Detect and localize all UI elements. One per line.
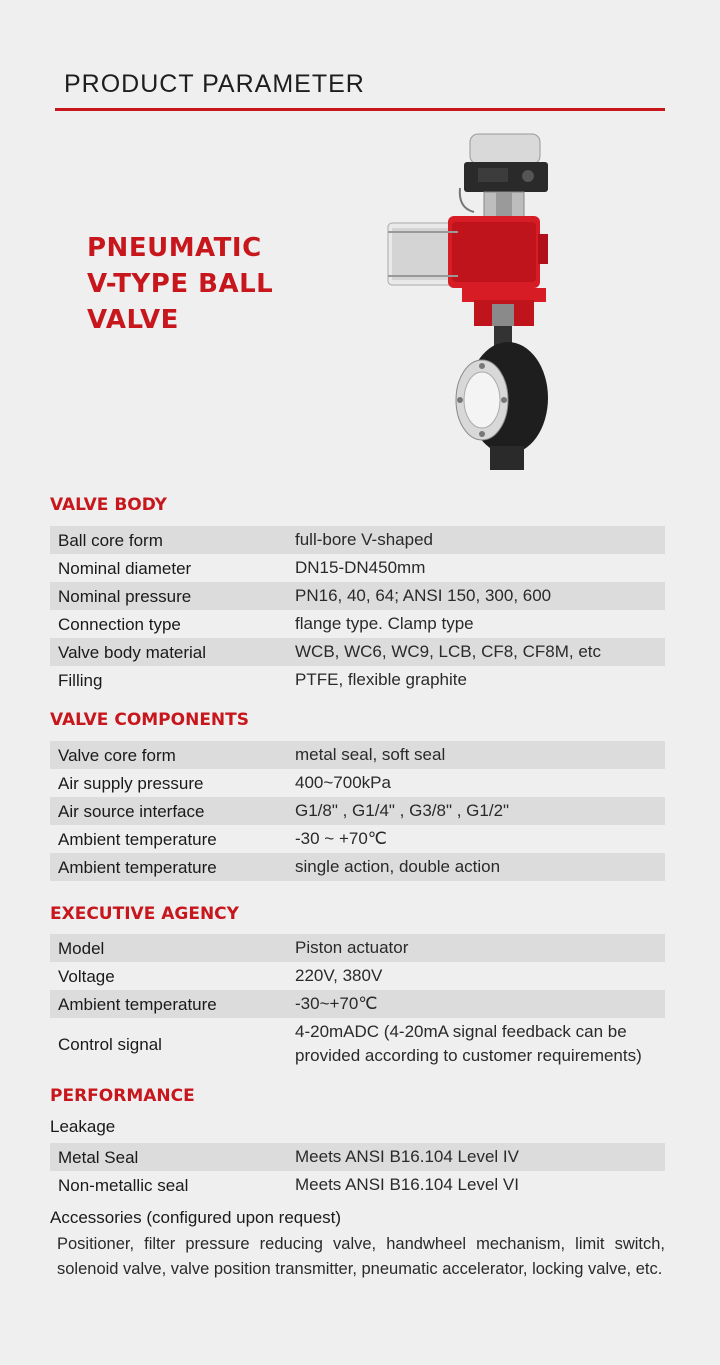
param-value: Meets ANSI B16.104 Level IV	[295, 1147, 519, 1166]
table-row	[50, 526, 665, 554]
section-heading-performance: PERFORMANCE	[50, 1086, 195, 1106]
table-row	[50, 610, 665, 638]
section-heading-executive-agency: EXECUTIVE AGENCY	[50, 904, 239, 924]
param-value: single action, double action	[295, 857, 501, 876]
leakage-label: Leakage	[50, 1117, 116, 1136]
param-value: Piston actuator	[295, 938, 409, 957]
param-value: 220V, 380V	[295, 966, 383, 985]
param-value: flange type. Clamp type	[295, 614, 474, 633]
product-title-line: VALVE	[87, 305, 179, 335]
table-row	[50, 934, 665, 962]
param-name: Nominal pressure	[58, 587, 192, 606]
param-value: PN16, 40, 64; ANSI 150, 300, 600	[295, 586, 552, 605]
param-name: Air supply pressure	[58, 774, 204, 793]
table-row	[50, 1143, 665, 1171]
accessories-label: Accessories (configured upon request)	[50, 1208, 342, 1227]
table-row	[50, 666, 665, 694]
page-title: PRODUCT PARAMETER	[64, 70, 365, 98]
table-row	[50, 769, 665, 797]
valve-body-table	[50, 526, 665, 694]
param-value: Meets ANSI B16.104 Level VI	[295, 1175, 519, 1194]
param-name: Valve body material	[58, 643, 207, 662]
param-name: Control signal	[58, 1035, 162, 1054]
table-row	[50, 990, 665, 1018]
table-row	[50, 638, 665, 666]
param-name: Ambient temperature	[58, 995, 217, 1014]
product-title	[87, 230, 273, 338]
param-name: Metal Seal	[58, 1148, 139, 1167]
param-value: G1/8" , G1/4" , G3/8" , G1/2"	[295, 801, 510, 820]
title-divider	[55, 108, 665, 111]
table-row	[50, 741, 665, 769]
param-value: DN15-DN450mm	[295, 558, 426, 577]
param-value: metal seal, soft seal	[295, 745, 446, 764]
performance-table	[50, 1143, 665, 1199]
param-name: Ambient temperature	[58, 858, 217, 877]
param-value: PTFE, flexible graphite	[295, 670, 467, 689]
table-row	[50, 962, 665, 990]
param-name: Model	[58, 939, 105, 958]
table-row	[50, 582, 665, 610]
table-row	[50, 1171, 665, 1199]
product-title-line: PNEUMATIC	[87, 233, 262, 263]
valve-components-table	[50, 741, 665, 881]
param-name: Ambient temperature	[58, 830, 217, 849]
table-row	[50, 797, 665, 825]
param-name: Ball core form	[58, 531, 163, 550]
section-heading-valve-body: VALVE BODY	[50, 495, 167, 515]
product-title-line: V-TYPE BALL	[87, 269, 274, 299]
table-row	[50, 554, 665, 582]
param-name: Non-metallic seal	[58, 1176, 189, 1195]
param-value: -30~+70℃	[295, 994, 378, 1013]
table-row	[50, 1018, 665, 1074]
param-value: WCB, WC6, WC9, LCB, CF8, CF8M, etc	[295, 642, 602, 661]
param-value: 400~700kPa	[295, 773, 391, 792]
table-row	[50, 825, 665, 853]
param-value: -30 ~ +70℃	[295, 829, 387, 848]
table-row	[50, 853, 665, 881]
param-value: 4-20mADC (4-20mA signal feedback can be provided according to customer requirements)	[295, 1022, 642, 1065]
valve-product-image	[378, 128, 578, 480]
section-heading-valve-components: VALVE COMPONENTS	[50, 710, 250, 730]
param-name: Nominal diameter	[58, 559, 192, 578]
accessories-text: Positioner, filter pressure reducing valve, handwheel mechanism, limit switch, solenoid valve, valve position transmitter, pneumatic accelerator, locking valve, etc.	[57, 1235, 665, 1278]
param-name: Filling	[58, 671, 103, 690]
param-name: Connection type	[58, 615, 181, 634]
param-name: Valve core form	[58, 746, 176, 765]
executive-agency-table	[50, 934, 665, 1074]
param-value: full-bore V-shaped	[295, 530, 433, 549]
param-name: Voltage	[58, 967, 115, 986]
param-name: Air source interface	[58, 802, 205, 821]
